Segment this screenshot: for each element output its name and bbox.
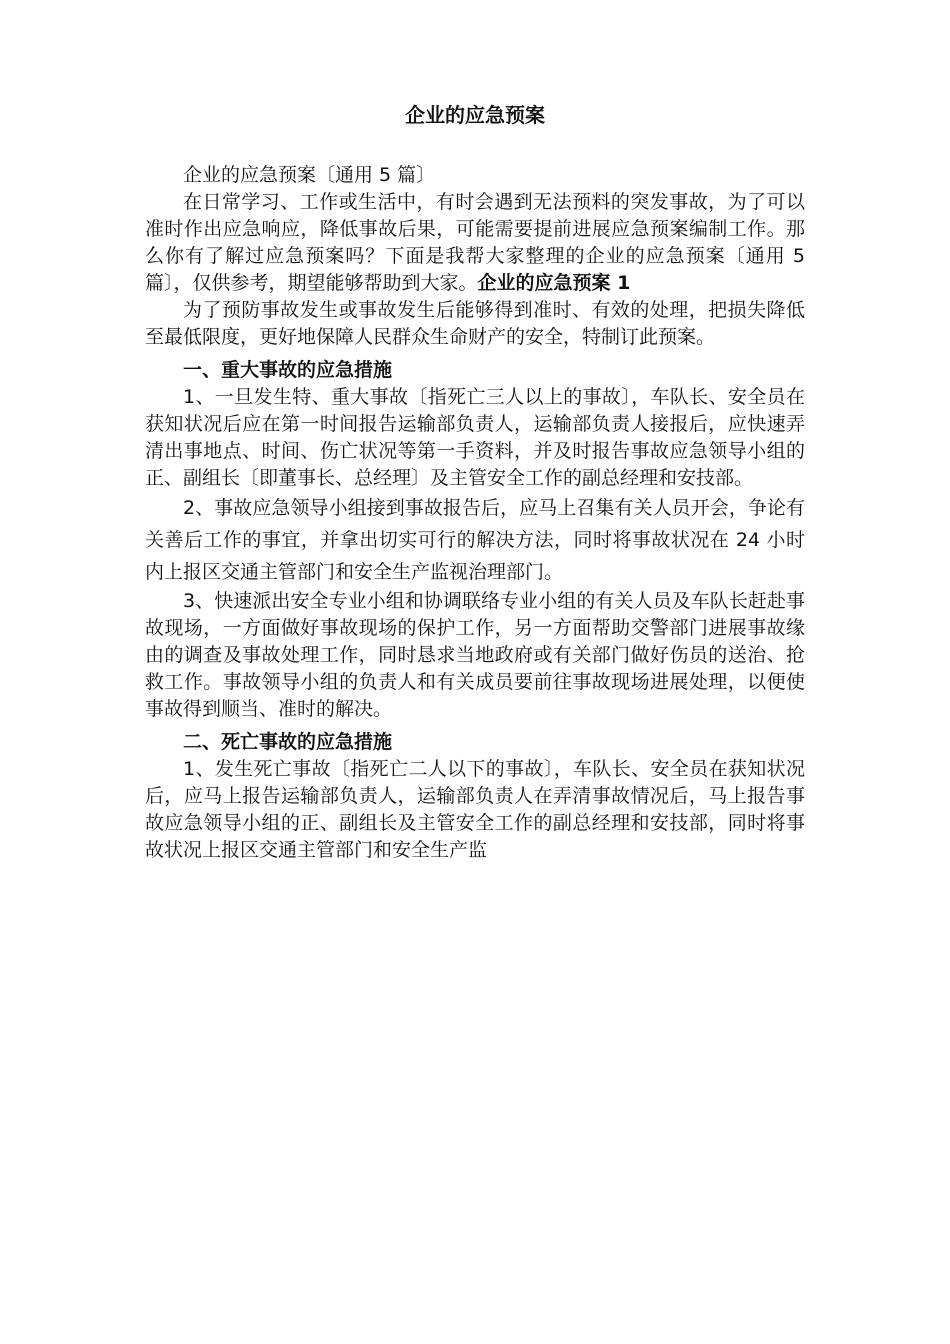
intro-paragraph: [145, 189, 805, 297]
section1-item: 1、一旦发生特、重大事故〔指死亡三人以上的事故〕，车队长、安全员在获知状况后应在第一时间报告运输部负责人，运输部负责人接报后，应快速弄清出事地点、时间、伤亡状况等第一手资料，并及时报告事故应急领导小组的正、副组长〔即董事长、总经理〕及主管安全工作的副总经理和安技部。: [145, 386, 805, 489]
intro-text: 在日常学习、工作或生活中，有时会遇到无法预料的突发事故，为了可以准时作出应急响应，降低事故后果，可能需要提前进展应急预案编制工作。那么你有了解过应急预案吗？下面是我帮大家整理的企业的应急预案〔通用 5 篇〕，仅供参考，期望能够帮助到大家。: [145, 191, 805, 294]
section1-heading: 一、重大事故的应急措施: [183, 359, 393, 381]
document-subtitle: 企业的应急预案〔通用 5 篇〕: [183, 164, 436, 186]
section2-heading: 二、死亡事故的应急措施: [183, 731, 393, 753]
section2-item: 1、发生死亡事故〔指死亡二人以下的事故〕，车队长、安全员在获知状况后，应马上报告运输部负责人，运输部负责人在弄清事故情况后，马上报告事故应急领导小组的正、副组长及主管安全工作的副总经理和安技部，同时将事故状况上报区交通主管部门和安全生产监: [145, 758, 805, 861]
document-body: [145, 162, 805, 864]
document-title: 企业的应急预案: [405, 103, 545, 127]
part1-heading: 企业的应急预案 1: [477, 272, 631, 294]
section1-item: 2、事故应急领导小组接到事故报告后，应马上召集有关人员开会，争论有关善后工作的事宜，并拿出切实可行的解决方法，同时将事故状况在 24 小时内上报区交通主管部门和安全生产监视治理部门。: [145, 497, 805, 583]
part1-intro-paragraph: 为了预防事故发生或事故发生后能够得到准时、有效的处理，把损失降低至最低限度，更好地保障人民群众生命财产的安全，特制订此预案。: [145, 299, 805, 348]
section1-item: 3、快速派出安全专业小组和协调联络专业小组的有关人员及车队长赶赴事故现场，一方面做好事故现场的保护工作，另一方面帮助交警部门进展事故缘由的调查及事故处理工作，同时恳求当地政府或有关部门做好伤员的送治、抢救工作。事故领导小组的负责人和有关成员要前往事故现场进展处理，以便使事故得到顺当、准时的解决。: [145, 590, 805, 720]
